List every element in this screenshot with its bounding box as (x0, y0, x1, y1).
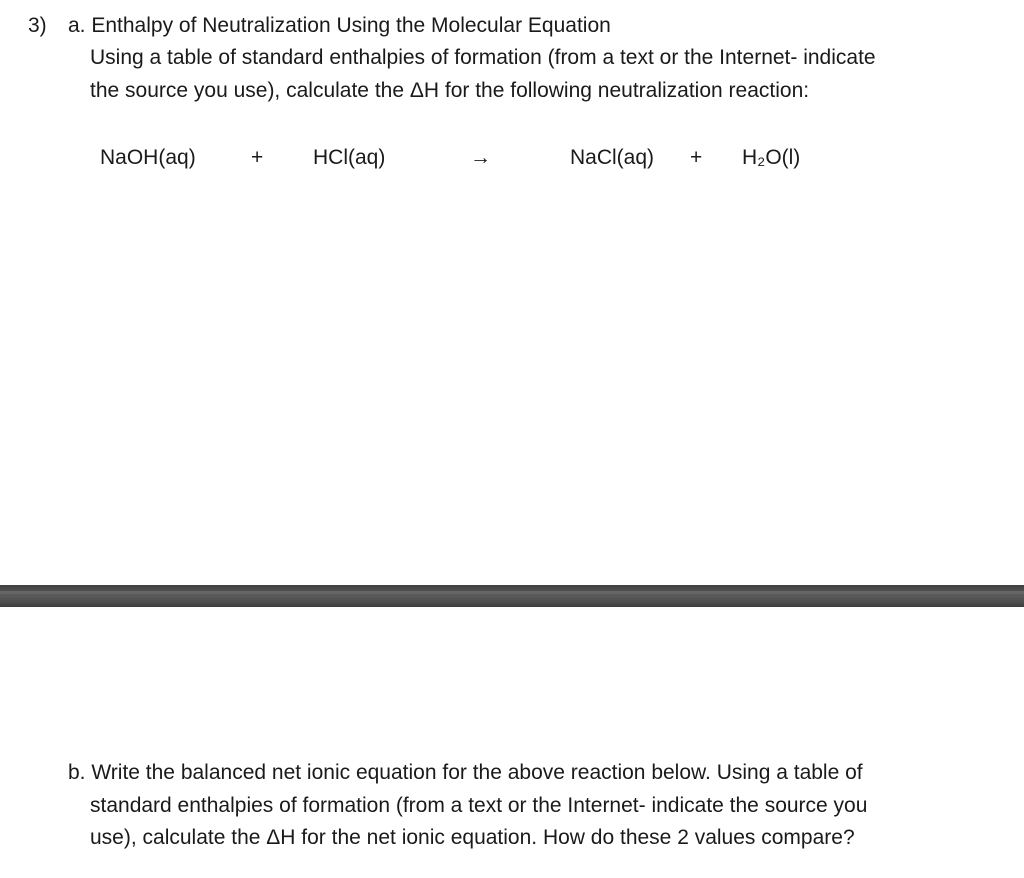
product-water: H₂O(l) (742, 146, 801, 169)
part-a-heading: a. Enthalpy of Neutralization Using the Molecular Equation (68, 14, 611, 37)
part-a-instruction-line-2: the source you use), calculate the ΔH for the following neutralization reaction: (90, 79, 810, 102)
reaction-arrow-icon: → (470, 146, 491, 169)
part-b-line-2: standard enthalpies of formation (from a text or the Internet- indicate the source you (90, 794, 868, 817)
part-b-line-1: b. Write the balanced net ionic equation for the above reaction below. Using a table of (68, 761, 863, 784)
plus-sign: + (690, 146, 703, 169)
part-a-instruction-line-1: Using a table of standard enthalpies of formation (from a text or the Internet- indicate (90, 46, 876, 69)
part-b-line-3: use), calculate the ΔH for the net ionic equation. How do these 2 values compare? (90, 826, 855, 849)
reactant-naoh: NaOH(aq) (100, 146, 196, 169)
section-divider (0, 585, 1024, 607)
product-nacl: NaCl(aq) (570, 146, 655, 169)
question-number: 3) (28, 14, 47, 37)
plus-sign: + (251, 146, 264, 169)
reactant-hcl: HCl(aq) (313, 146, 386, 169)
